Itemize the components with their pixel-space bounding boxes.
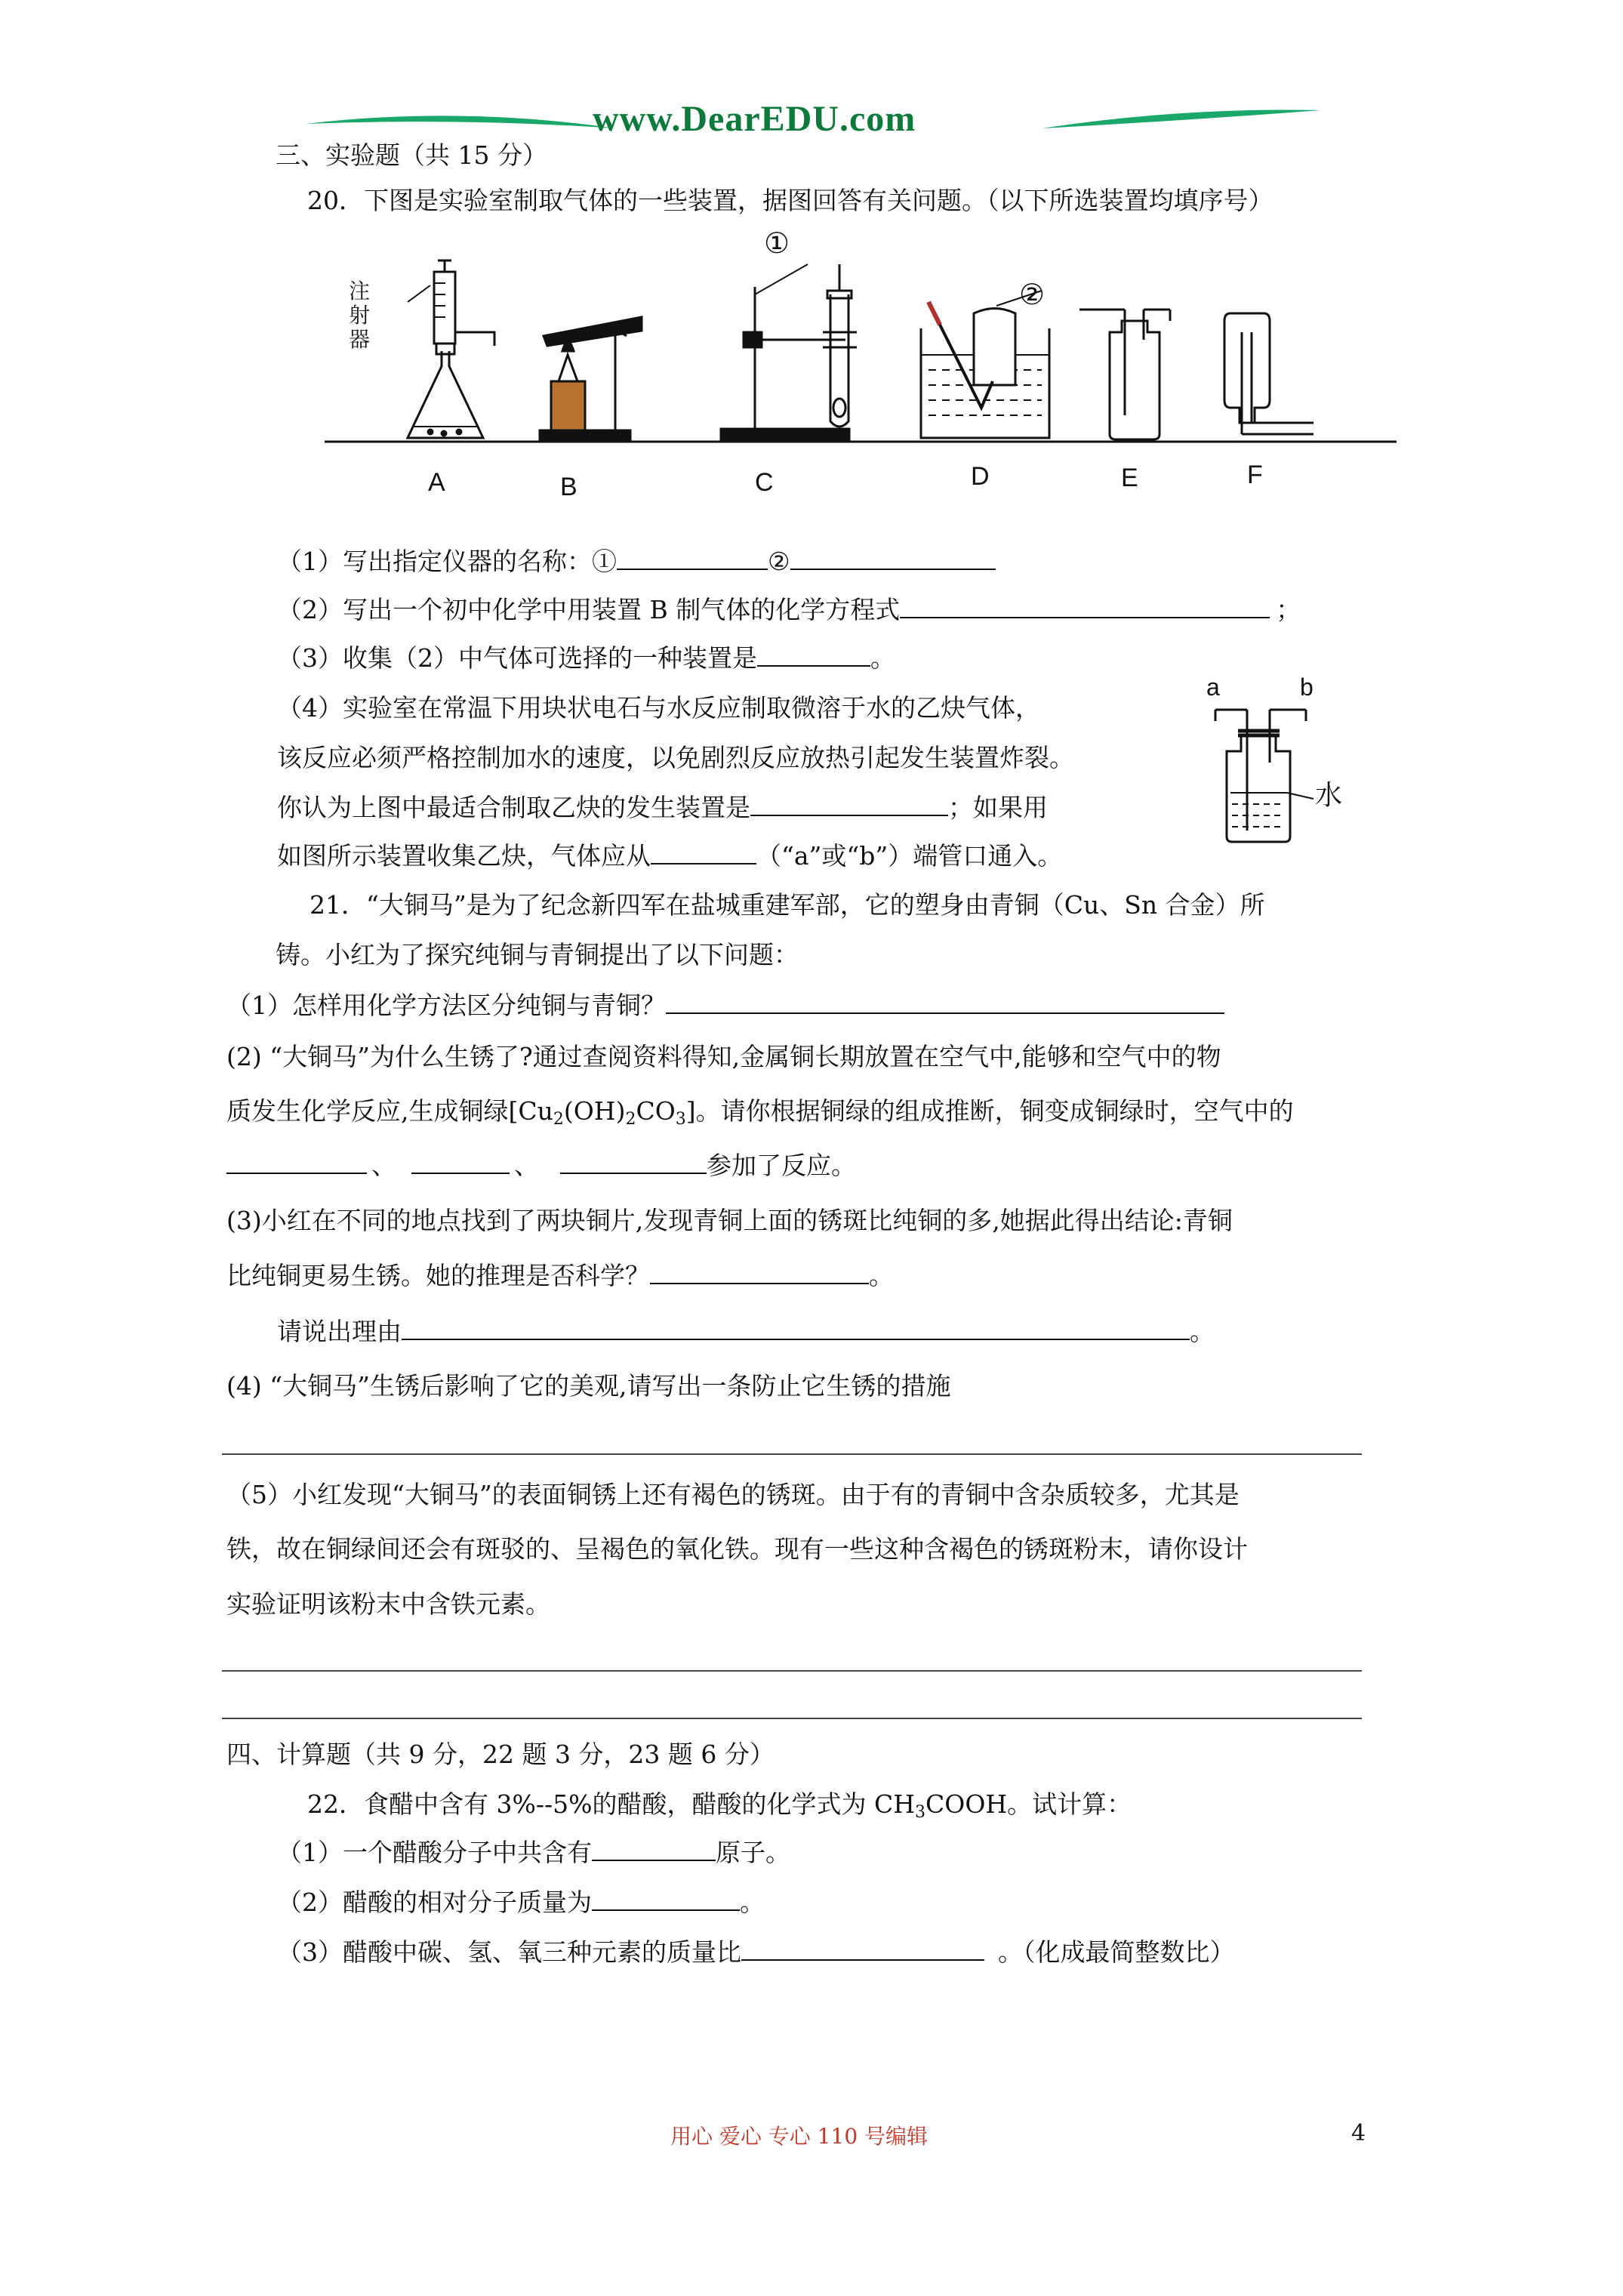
apparatus-a-flask	[408, 260, 494, 438]
q20-p3-blank[interactable]	[757, 643, 870, 667]
bottle-label-a: a	[1206, 673, 1220, 701]
q21-p2-line3	[226, 1149, 856, 1182]
q20-p4-blank2[interactable]	[651, 840, 756, 864]
apparatus-label-e: E	[1121, 464, 1138, 492]
q21-p2-line2-c: CO	[636, 1096, 676, 1126]
q21-p3-line3	[277, 1315, 1215, 1348]
q21-p2-end: 参加了反应。	[707, 1151, 856, 1180]
q20-p1-mid: ②	[768, 547, 790, 576]
q21-p5-line3: 实验证明该粉末中含铁元素。	[226, 1589, 550, 1619]
q21-p2-sep1: 、	[371, 1151, 396, 1180]
q20-p2-text: （2）写出一个初中化学中用装置 B 制气体的化学方程式	[277, 595, 901, 624]
q21-p2-line1: (2) “大铜马”为什么生锈了?通过查阅资料得知,金属铜长期放置在空气中,能够和空气中的物	[226, 1042, 1221, 1071]
q21-p2-line2-d: ]。请你根据铜绿的组成推断，铜变成铜绿时，空气中的	[685, 1096, 1294, 1126]
apparatus-label-f: F	[1247, 461, 1263, 489]
q22-p2-a: （2）醋酸的相对分子质量为	[277, 1888, 592, 1917]
q21-p1-text: （1）怎样用化学方法区分纯铜与青铜？	[226, 991, 666, 1020]
swoosh-right-icon	[1038, 106, 1325, 136]
q22-p1-a: （1）一个醋酸分子中共含有	[277, 1838, 592, 1867]
q21-p2-line2	[226, 1095, 1294, 1136]
q22-stem-sub: 3	[915, 1803, 926, 1822]
swoosh-left-icon	[302, 109, 619, 139]
q20-p4-line2: 该反应必须严格控制加水的速度，以免剧烈反应放热引起发生装置炸裂。	[277, 743, 1074, 772]
q21-p5-line2: 铁，故在铜绿间还会有斑驳的、呈褐色的氧化铁。现有一些这种含褐色的锈斑粉末，请你设计	[226, 1534, 1248, 1564]
q20-p2-end: ；	[1276, 595, 1301, 624]
q21-p3-line2-end: 。	[869, 1261, 894, 1290]
q21-p4-answer-line[interactable]	[222, 1453, 1362, 1455]
q22-p2-blank[interactable]	[592, 1887, 740, 1911]
q20-p2-blank[interactable]	[900, 594, 1270, 618]
syringe-char-3: 器	[349, 328, 371, 351]
q21-p2-sub3: 3	[675, 1110, 686, 1129]
q20-p1-blank2[interactable]	[790, 546, 996, 570]
q20-p4-line4b: （“a”或“b”）端管口通入。	[756, 841, 1063, 871]
q21-p3-line2-text: 比纯铜更易生锈。她的推理是否科学？	[226, 1261, 650, 1290]
apparatus-b-heater	[540, 317, 642, 441]
q21-p2-line2-a: 质发生化学反应,生成铜绿[Cu	[226, 1096, 553, 1126]
bottle-label-water: 水	[1315, 780, 1343, 811]
q20-p1-blank1[interactable]	[617, 546, 768, 570]
q22-p3-blank[interactable]	[741, 1937, 984, 1961]
q22-stem-b: COOH。试计算：	[925, 1789, 1132, 1819]
q21-p5-answer-line-2[interactable]	[222, 1718, 1362, 1719]
q21-p2-sub2: 2	[625, 1110, 636, 1129]
q22-p3	[277, 1936, 1235, 1969]
apparatus-e-jar	[1079, 310, 1170, 439]
q20-p4-line4a: 如图所示装置收集乙炔，气体应从	[277, 841, 651, 871]
site-name: www.DearEDU.com	[593, 99, 916, 139]
q20-p4-line3b: ；如果用	[948, 793, 1048, 822]
q20-p1	[277, 545, 996, 578]
q21-p2-sep2: 、	[514, 1151, 539, 1180]
q21-p5-answer-line-1[interactable]	[222, 1670, 1362, 1672]
apparatus-f-bottle	[1224, 313, 1313, 434]
q22-stem-a: 22．食醋中含有 3%--5%的醋酸，醋酸的化学式为 CH	[307, 1789, 916, 1819]
q21-p3-line3-end: 。	[1190, 1317, 1215, 1346]
q20-p1-text: （1）写出指定仪器的名称：①	[277, 547, 617, 576]
apparatus-label-a: A	[428, 468, 445, 497]
q21-p2-sub1: 2	[553, 1110, 564, 1129]
apparatus-d-trough	[921, 291, 1049, 438]
q21-p1-blank[interactable]	[666, 990, 1224, 1014]
q21-p3-line1: (3)小红在不同的地点找到了两块铜片,发现青铜上面的锈斑比纯铜的多,她据此得出结论:青铜	[226, 1206, 1233, 1235]
q21-p2-line2-b: (OH)	[563, 1096, 626, 1126]
q22-p3-b: 。（化成最简整数比）	[998, 1937, 1235, 1967]
apparatus-label-d: D	[971, 462, 990, 491]
q20-p4-line1: （4）实验室在常温下用块状电石与水反应制取微溶于水的乙炔气体，	[277, 693, 1040, 723]
q21-p2-blank3[interactable]	[560, 1150, 707, 1174]
q21-p2-blank2[interactable]	[411, 1150, 510, 1174]
section4-title: 四、计算题（共 9 分，22 题 3 分，23 题 6 分）	[226, 1740, 775, 1769]
q20-p4-line3a: 你认为上图中最适合制取乙炔的发生装置是	[277, 793, 750, 822]
q20-p2	[277, 593, 1301, 627]
q20-p4-blank1[interactable]	[750, 792, 948, 816]
header-banner	[302, 98, 1329, 143]
q20-p4-line4	[277, 840, 1062, 873]
collection-bottle-figure	[1200, 680, 1336, 853]
q22-p1-b: 原子。	[716, 1838, 790, 1867]
q22-p2	[277, 1886, 765, 1919]
q21-line2: 铸。小红为了探究纯铜与青铜提出了以下问题：	[276, 940, 799, 969]
q20-p3	[277, 642, 895, 675]
syringe-label	[349, 279, 371, 352]
q20-p4-line3	[277, 791, 1048, 824]
syringe-char-1: 注	[349, 279, 371, 303]
q22-p1-blank[interactable]	[592, 1837, 716, 1861]
q22-p3-a: （3）醋酸中碳、氢、氧三种元素的质量比	[277, 1937, 741, 1967]
q21-p3-line3-text: 请说出理由	[277, 1317, 402, 1346]
syringe-char-2: 射	[349, 304, 371, 327]
apparatus-label-b: B	[560, 473, 577, 501]
apparatus-c-stand	[721, 264, 857, 441]
q22-p2-b: 。	[740, 1888, 765, 1917]
q20-stem: 20．下图是实验室制取气体的一些装置，据图回答有关问题。（以下所选装置均填序号）	[307, 186, 1273, 215]
q22-p1	[277, 1836, 790, 1869]
q21-p3-blank[interactable]	[650, 1260, 869, 1284]
apparatus-label-c: C	[755, 468, 774, 497]
q21-p3-reason-blank[interactable]	[402, 1316, 1190, 1340]
q20-p3-text: （3）收集（2）中气体可选择的一种装置是	[277, 643, 757, 673]
q21-line1: 21．“大铜马”是为了纪念新四军在盐城重建军部，它的塑身由青铜（Cu、Sn 合金）所	[310, 890, 1265, 920]
q20-p3-end: 。	[870, 643, 895, 673]
q21-p4: (4) “大铜马”生锈后影响了它的美观,请写出一条防止它生锈的措施	[226, 1371, 951, 1401]
q21-p1	[226, 989, 1224, 1022]
marker-2: ②	[1019, 279, 1046, 311]
footer-center: 用心 爱心 专心 110 号编辑	[670, 2124, 929, 2149]
section3-title: 三、实验题（共 15 分）	[276, 140, 547, 170]
bottle-label-b: b	[1300, 673, 1313, 701]
q21-p3-line2	[226, 1259, 894, 1293]
page-number: 4	[1351, 2120, 1366, 2147]
q21-p2-blank1[interactable]	[226, 1150, 367, 1174]
q21-p5-line1: （5）小红发现“大铜马”的表面铜锈上还有褐色的锈斑。由于有的青铜中含杂质较多，尤其是	[226, 1480, 1240, 1509]
q22-stem	[307, 1788, 1132, 1829]
apparatus-figure	[325, 219, 1457, 506]
marker-1: ①	[764, 228, 790, 260]
